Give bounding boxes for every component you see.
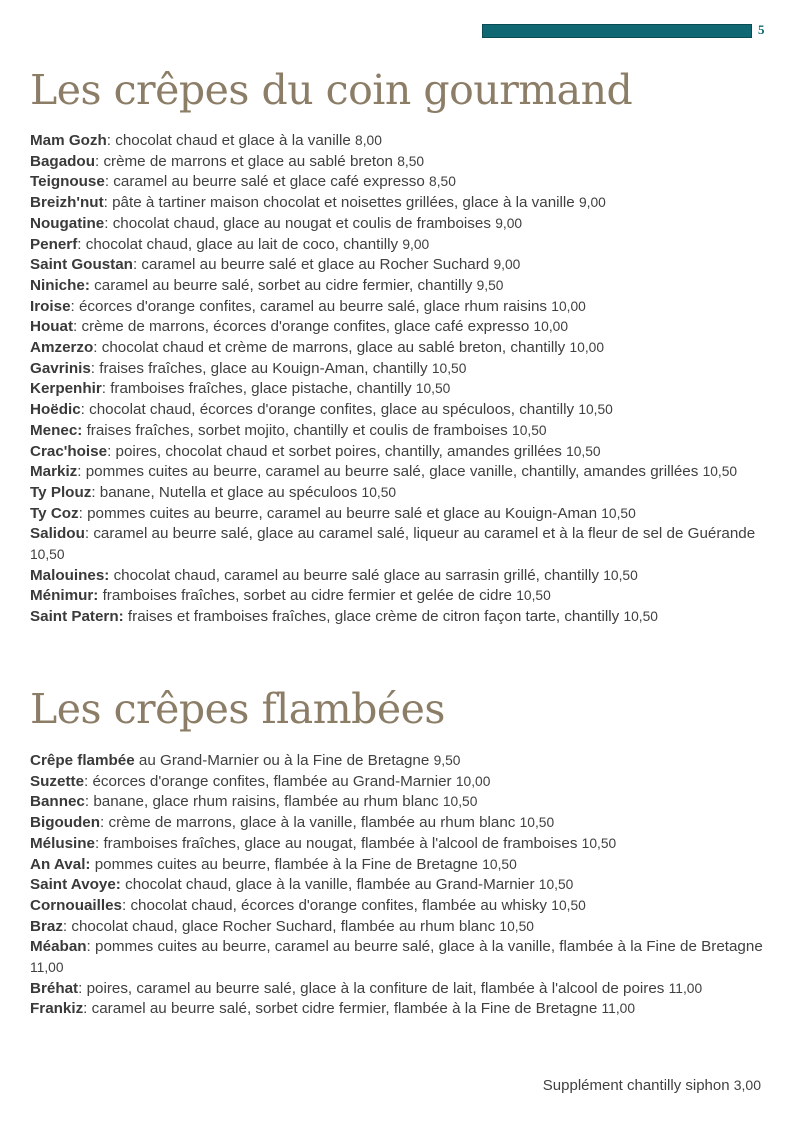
menu-item-price: 10,00 <box>569 340 604 356</box>
menu-item-separator: : <box>91 483 100 501</box>
menu-item-name: Iroise <box>30 297 71 315</box>
menu-item-description: poires, chocolat chaud et sorbet poires, chantilly, amandes grillées <box>115 442 562 460</box>
menu-item-name: An Aval: <box>30 855 91 873</box>
menu-item-price: 10,50 <box>431 360 467 376</box>
menu-item-price: 10,50 <box>581 835 617 851</box>
menu-item-separator: : <box>83 1000 92 1018</box>
menu-item <box>30 586 775 607</box>
menu-item-description: écorces d'orange confites, caramel au beurre salé, glace rhum raisins <box>78 297 548 315</box>
menu-item <box>30 214 775 235</box>
menu-item-separator: : <box>132 256 142 274</box>
menu-list-gourmand <box>30 131 775 628</box>
menu-item <box>30 317 775 338</box>
menu-item-price: 10,00 <box>455 773 491 789</box>
menu-item-description: chocolat chaud, glace Rocher Suchard, flambée au rhum blanc <box>71 917 496 935</box>
menu-item-price: 11,00 <box>30 960 64 976</box>
menu-item <box>30 338 775 359</box>
menu-item-price: 10,50 <box>601 505 636 521</box>
menu-item-price: 8,50 <box>429 174 456 190</box>
menu-item-name: Crêpe flambée <box>30 752 135 769</box>
supplement-price: 3,00 <box>733 1077 761 1093</box>
menu-item-name: Nougatine <box>30 214 105 232</box>
menu-item-description: chocolat chaud, écorces d'orange confites, glace au spéculoos, chantilly <box>89 401 575 419</box>
menu-item-name: Ty Plouz <box>30 483 92 501</box>
menu-item-description: fraises fraîches, glace au Kouign-Aman, chantilly <box>99 359 428 377</box>
menu-item-price: 9,00 <box>402 236 430 252</box>
menu-item <box>30 937 775 978</box>
menu-item-name: Hoëdic <box>30 401 81 419</box>
menu-item-separator: : <box>62 917 72 935</box>
menu-item-name: Gavrinis <box>30 359 91 377</box>
menu-item-price: 10,50 <box>482 856 517 872</box>
menu-item-name: Niniche: <box>30 276 90 294</box>
menu-item <box>30 607 775 628</box>
menu-item-price: 11,00 <box>668 980 703 996</box>
menu-item-description: chocolat chaud, glace au lait de coco, chantilly <box>85 235 399 253</box>
menu-item-name: Ménimur: <box>30 587 99 605</box>
menu-item-description: crème de marrons et glace au sablé breton <box>103 152 394 170</box>
menu-item-description: caramel au beurre salé, glace au caramel salé, liqueur au caramel et à la fleur de sel de Guérande <box>93 525 756 543</box>
menu-item-separator: : <box>95 834 104 852</box>
menu-item <box>30 792 775 813</box>
menu-item-price: 11,00 <box>601 1001 636 1017</box>
menu-item-price: 9,00 <box>493 257 521 273</box>
menu-item <box>30 359 775 380</box>
menu-item-description: caramel au beurre salé et glace au Rocher Suchard <box>141 256 490 274</box>
menu-item-name: Cornouailles <box>30 896 122 914</box>
menu-item-description: pommes cuites au beurre, caramel au beurre salé, glace vanille, chantilly, amandes grillées <box>85 463 699 481</box>
menu-item-price: 10,50 <box>30 547 65 563</box>
menu-item-separator: : <box>122 896 131 914</box>
menu-item-separator: : <box>84 772 93 790</box>
menu-item-name: Menec: <box>30 421 83 439</box>
menu-item-name: Braz <box>30 917 63 935</box>
menu-item-separator: : <box>77 235 86 253</box>
menu-item-description: poires, caramel au beurre salé, glace à la confiture de lait, flambée à l'alcool de poires <box>86 979 665 997</box>
menu-item-description: crème de marrons, glace à la vanille, flambée au rhum blanc <box>108 814 516 832</box>
menu-item-separator: : <box>78 979 87 997</box>
menu-item-separator: : <box>73 318 82 336</box>
menu-item-price: 10,50 <box>415 381 451 397</box>
menu-item-separator: : <box>80 401 90 419</box>
menu-item-name: Amzerzo <box>30 339 94 357</box>
page-header-bar <box>482 24 752 38</box>
menu-item <box>30 255 775 276</box>
section-title-flambees: Les crêpes flambées <box>30 685 445 733</box>
menu-item <box>30 400 775 421</box>
menu-item-separator: : <box>106 132 116 149</box>
menu-item <box>30 297 775 318</box>
menu-item <box>30 379 775 400</box>
menu-item <box>30 193 775 214</box>
menu-item <box>30 896 775 917</box>
menu-item-description: pommes cuites au beurre, caramel au beurre salé, glace à la vanille, flambée à la Fine de Bretagne <box>95 938 763 956</box>
menu-item-description: framboises fraîches, glace au nougat, flambée à l'alcool de framboises <box>103 834 578 852</box>
menu-item-description: framboises fraîches, sorbet au cidre fermier et gelée de cidre <box>102 587 512 605</box>
menu-item-separator: : <box>78 504 88 522</box>
menu-item-name: Ty Coz <box>30 504 79 522</box>
menu-item-price: 10,50 <box>512 422 547 438</box>
menu-item-description: chocolat chaud, caramel au beurre salé glace au sarrasin grillé, chantilly <box>113 566 599 584</box>
menu-item-price: 8,00 <box>355 133 382 148</box>
menu-item-separator: : <box>104 214 113 232</box>
menu-item-separator: : <box>86 938 95 956</box>
menu-item-price: 10,50 <box>603 567 638 583</box>
menu-item-price: 10,50 <box>516 588 551 604</box>
menu-item-separator: : <box>70 297 79 315</box>
menu-item <box>30 813 775 834</box>
menu-item-price: 9,50 <box>476 277 504 293</box>
menu-item-price: 10,50 <box>578 402 613 418</box>
menu-item-description: fraises et framboises fraîches, glace crème de citron façon tarte, chantilly <box>127 608 620 626</box>
menu-item-name: Bréhat <box>30 979 79 997</box>
menu-item-name: Frankiz <box>30 1000 84 1018</box>
menu-item-price: 10,50 <box>538 877 574 893</box>
menu-item <box>30 172 775 193</box>
menu-item <box>30 276 775 297</box>
menu-item-description: chocolat chaud et glace à la vanille <box>115 132 351 149</box>
menu-item-name: Breizh'nut <box>30 194 104 212</box>
menu-item-price: 9,00 <box>578 195 606 211</box>
menu-item-separator: : <box>100 814 109 832</box>
menu-item-description: caramel au beurre salé, sorbet cidre fermier, flambée à la Fine de Bretagne <box>91 1000 598 1018</box>
menu-item <box>30 875 775 896</box>
menu-item <box>30 834 775 855</box>
menu-item-price: 10,50 <box>361 484 397 500</box>
menu-item-price: 10,50 <box>442 794 478 810</box>
menu-item-separator: : <box>94 152 104 170</box>
menu-item-price: 9,50 <box>433 753 461 768</box>
menu-item-price: 9,00 <box>495 215 523 231</box>
menu-item-name: Houat <box>30 318 74 336</box>
menu-item-name: Markiz <box>30 463 78 481</box>
menu-item <box>30 152 775 173</box>
menu-item <box>30 566 775 587</box>
menu-item <box>30 772 775 793</box>
supplement-label: Supplément chantilly siphon <box>542 1077 730 1094</box>
section-title-gourmand: Les crêpes du coin gourmand <box>30 66 633 114</box>
menu-item <box>30 504 775 525</box>
menu-item-description: pommes cuites au beurre, caramel au beurre salé et glace au Kouign-Aman <box>87 504 598 522</box>
menu-item-description: pommes cuites au beurre, flambée à la Fine de Bretagne <box>94 855 478 873</box>
menu-item <box>30 442 775 463</box>
menu-item-price: 10,50 <box>623 609 658 625</box>
menu-item-separator: : <box>101 380 111 398</box>
menu-item-name: Saint Goustan <box>30 256 133 274</box>
menu-item-description: écorces d'orange confites, flambée au Grand-Marnier <box>92 772 452 790</box>
menu-item-separator: : <box>84 793 94 811</box>
menu-item-price: 8,50 <box>397 153 425 169</box>
menu-item-name: Méaban <box>30 938 87 956</box>
menu-item-price: 10,50 <box>551 897 586 913</box>
menu-item-price: 10,00 <box>551 298 586 314</box>
menu-item <box>30 979 775 1000</box>
menu-item-name: Penerf <box>30 235 78 253</box>
menu-item-name: Mam Gozh <box>30 132 107 149</box>
menu-item-name: Saint Avoye: <box>30 876 121 894</box>
menu-list-flambees <box>30 751 775 1020</box>
menu-item-separator: : <box>84 525 94 543</box>
menu-item-description: au Grand-Marnier ou à la Fine de Bretagne <box>138 752 430 769</box>
menu-item-separator: : <box>90 359 100 377</box>
menu-item-name: Crac'hoise <box>30 442 108 460</box>
menu-item-name: Suzette <box>30 772 85 790</box>
menu-item-description: caramel au beurre salé, sorbet au cidre fermier, chantilly <box>94 276 473 294</box>
menu-item-description: chocolat chaud, glace à la vanille, flambée au Grand-Marnier <box>125 876 535 894</box>
menu-item-description: chocolat chaud, glace au nougat et coulis de framboises <box>112 214 491 232</box>
menu-item-price: 10,00 <box>533 319 569 335</box>
menu-item-description: pâte à tartiner maison chocolat et noisettes grillées, glace à la vanille <box>112 194 575 212</box>
menu-item-description: framboises fraîches, glace pistache, chantilly <box>110 380 412 398</box>
menu-item-description: banane, glace rhum raisins, flambée au rhum blanc <box>93 793 439 811</box>
menu-item-separator: : <box>103 194 113 212</box>
menu-item <box>30 855 775 876</box>
menu-item-price: 10,50 <box>519 815 555 831</box>
menu-item-separator: : <box>93 339 102 357</box>
menu-item-name: Saint Patern: <box>30 608 124 626</box>
menu-item <box>30 917 775 938</box>
menu-item-description: caramel au beurre salé et glace café expresso <box>113 173 425 191</box>
menu-item-price: 10,50 <box>499 918 534 934</box>
menu-item-description: chocolat chaud, écorces d'orange confites, flambée au whisky <box>130 896 548 914</box>
menu-item <box>30 462 775 483</box>
menu-item-description: banane, Nutella et glace au spéculoos <box>99 483 358 501</box>
menu-item-name: Bannec <box>30 793 85 811</box>
menu-item <box>30 483 775 504</box>
menu-item-name: Bagadou <box>30 152 95 170</box>
menu-item-name: Malouines: <box>30 566 110 584</box>
menu-item <box>30 999 775 1020</box>
menu-item-description: crème de marrons, écorces d'orange confites, glace café expresso <box>81 318 530 336</box>
menu-item-name: Kerpenhir <box>30 380 102 398</box>
menu-item-separator: : <box>104 173 114 191</box>
menu-item-name: Bigouden <box>30 814 101 832</box>
menu-item <box>30 524 775 565</box>
menu-item <box>30 751 775 772</box>
supplement-note <box>543 1077 761 1094</box>
menu-item <box>30 235 775 256</box>
menu-item-separator: : <box>77 463 86 481</box>
menu-item-price: 10,50 <box>566 443 601 459</box>
menu-item-name: Salidou <box>30 525 85 543</box>
menu-item-name: Mélusine <box>30 834 95 852</box>
menu-item-separator: : <box>107 442 116 460</box>
page-number: 5 <box>758 22 765 37</box>
menu-item <box>30 421 775 442</box>
menu-item-description: fraises fraîches, sorbet mojito, chantilly et coulis de framboises <box>86 421 508 439</box>
menu-item-description: chocolat chaud et crème de marrons, glace au sablé breton, chantilly <box>101 339 566 357</box>
menu-item <box>30 131 775 152</box>
menu-item-price: 10,50 <box>702 464 738 480</box>
menu-item-name: Teignouse <box>30 173 105 191</box>
